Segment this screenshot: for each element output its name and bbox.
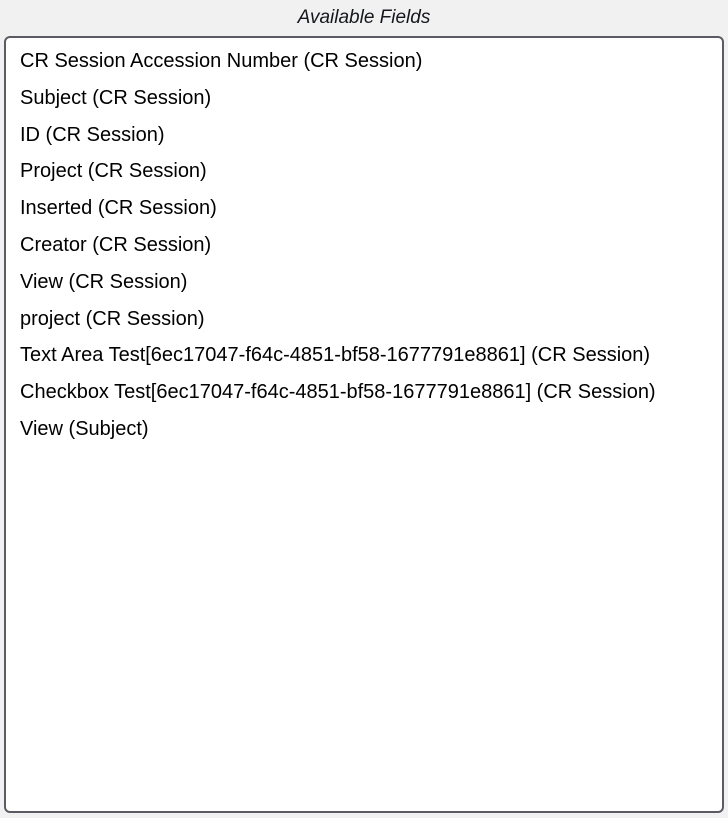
list-item[interactable]: Creator (CR Session) (20, 233, 212, 256)
list-item[interactable]: ID (CR Session) (20, 123, 165, 146)
list-item[interactable]: Subject (CR Session) (20, 86, 212, 109)
available-fields-listbox[interactable] (4, 36, 724, 813)
list-item[interactable]: CR Session Accession Number (CR Session) (20, 50, 423, 72)
available-fields-title: Available Fields (297, 7, 431, 28)
list-item[interactable]: Text Area Test[6ec17047-f64c-4851-bf58-1677791e8861] (CR Session) (20, 344, 651, 367)
list-item[interactable]: Checkbox Test[6ec17047-f64c-4851-bf58-1677791e8861] (CR Session) (20, 381, 656, 404)
list-item[interactable]: project (CR Session) (20, 307, 205, 330)
list-item[interactable]: Project (CR Session) (20, 160, 207, 183)
list-item[interactable]: View (CR Session) (20, 270, 188, 293)
list-item[interactable]: Inserted (CR Session) (20, 197, 217, 220)
list-item[interactable]: View (Subject) (20, 417, 149, 440)
